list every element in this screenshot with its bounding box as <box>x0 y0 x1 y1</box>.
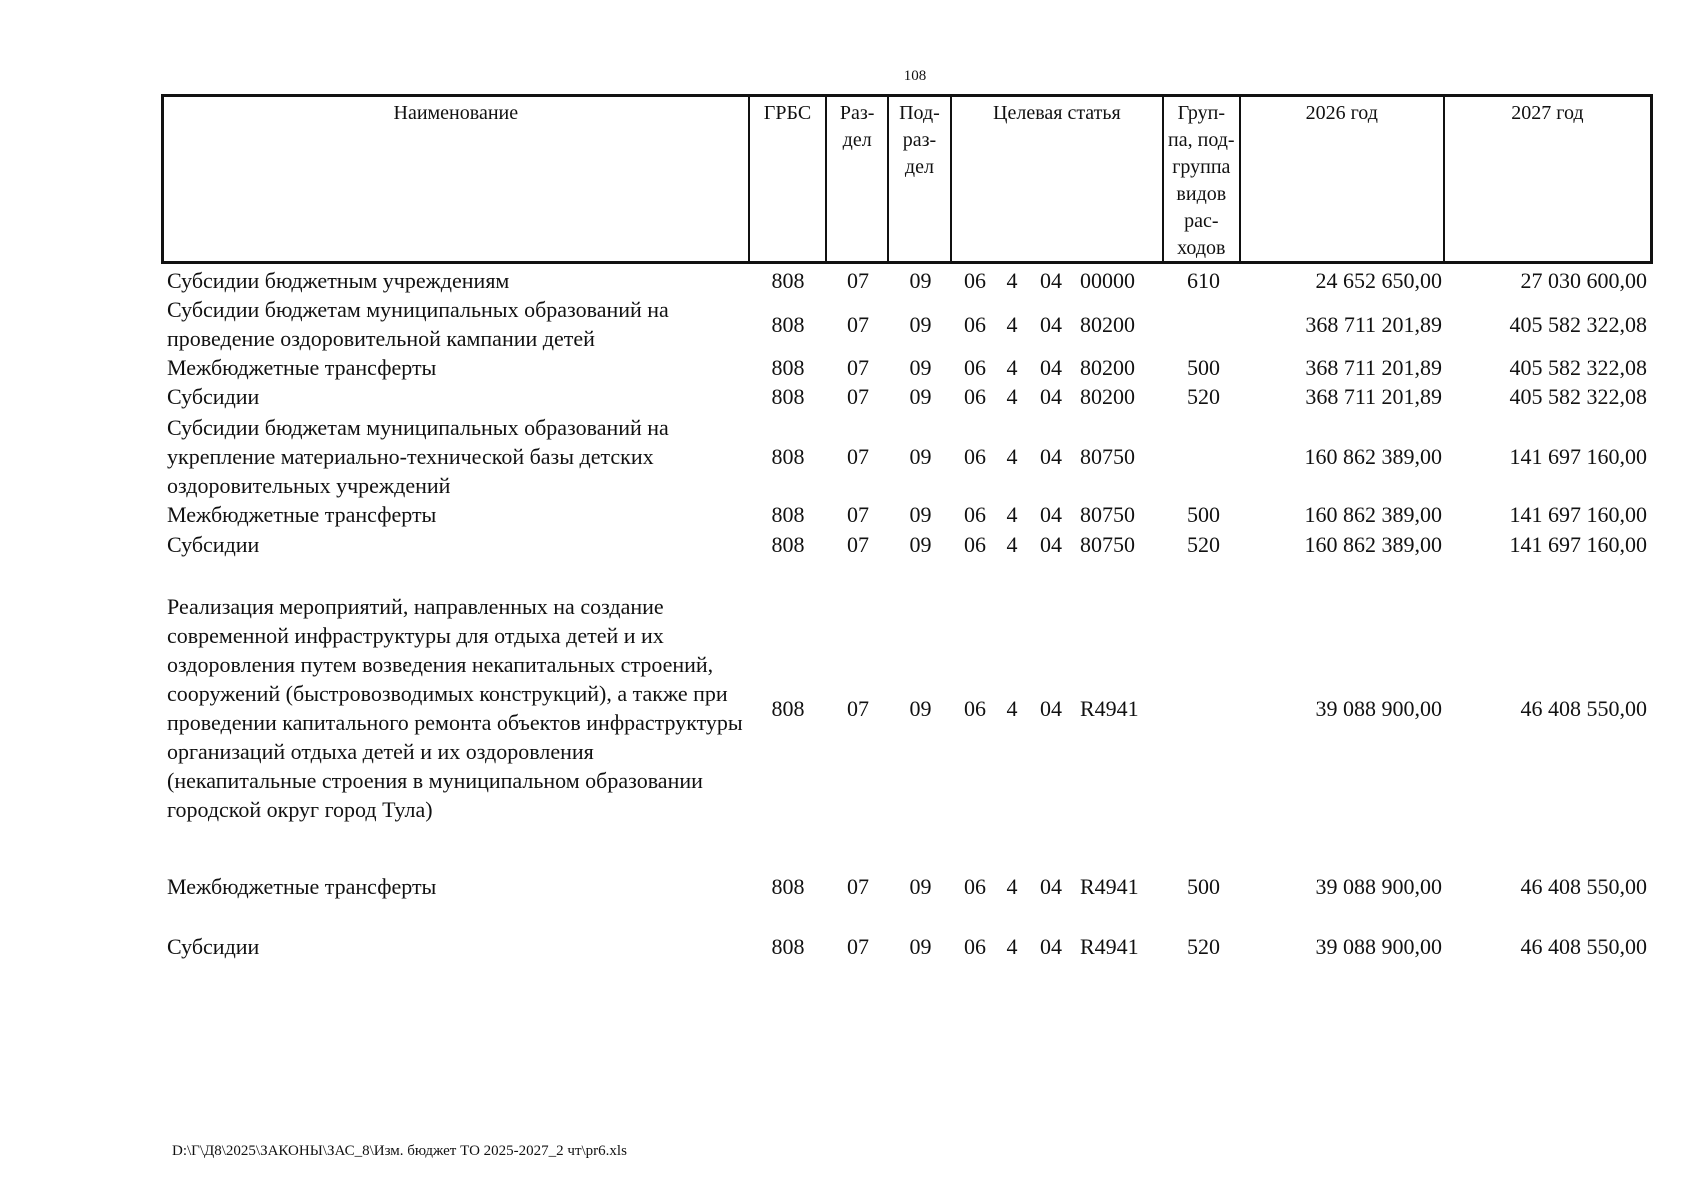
row-amount-2026: 160 862 389,00 <box>1304 443 1442 469</box>
header-gruppa <box>1164 97 1241 261</box>
row-amount-2027: 46 408 550,00 <box>1520 874 1647 899</box>
row-target-code: R4941 <box>1080 695 1139 721</box>
row-target-program: 06 <box>964 268 986 293</box>
row-podrazdel: 09 <box>909 268 932 293</box>
header-gruppa-line: па, под- <box>1168 129 1235 151</box>
row-amount-2026: 24 652 650,00 <box>1315 268 1442 293</box>
page-number: 108 <box>903 68 927 84</box>
header-gruppa-line: рас- <box>1184 210 1219 232</box>
header-gruppa-line: группа <box>1172 156 1231 178</box>
row-amount-2026: 39 088 900,00 <box>1315 874 1442 899</box>
row-amount-2027: 141 697 160,00 <box>1509 502 1647 527</box>
header-razdel <box>827 97 889 261</box>
header-celevaya <box>952 97 1164 261</box>
row-podrazdel: 09 <box>909 695 932 721</box>
row-grbs: 808 <box>771 874 805 899</box>
row-grbs: 808 <box>771 355 805 380</box>
row-target-type: 4 <box>1006 311 1018 337</box>
row-razdel: 07 <box>847 384 869 409</box>
header-podrazdel-line: дел <box>904 156 934 178</box>
row-gruppa: 610 <box>1187 268 1220 293</box>
header-year-2026 <box>1241 97 1445 261</box>
table-row <box>161 576 1653 840</box>
row-target-code: R4941 <box>1080 874 1139 899</box>
row-name: Субсидии бюджетным учреждениям <box>167 268 510 293</box>
row-target-sub: 04 <box>1040 532 1062 557</box>
row-amount-2027: 46 408 550,00 <box>1520 695 1647 721</box>
row-target-program: 06 <box>964 443 986 469</box>
row-target-program: 06 <box>964 311 986 337</box>
row-razdel: 07 <box>847 934 869 959</box>
row-grbs: 808 <box>771 695 805 721</box>
row-target-code: 80750 <box>1080 443 1135 469</box>
row-target-code: 80200 <box>1080 384 1135 409</box>
row-amount-2027: 46 408 550,00 <box>1520 934 1647 959</box>
row-name: Межбюджетные трансферты <box>167 502 437 527</box>
table-row <box>161 872 1653 901</box>
row-razdel: 07 <box>847 311 869 337</box>
header-podrazdel-line: раз- <box>902 129 937 151</box>
row-target-sub: 04 <box>1040 268 1062 293</box>
row-target-program: 06 <box>964 384 986 409</box>
row-target-program: 06 <box>964 695 986 721</box>
row-target-type: 4 <box>1006 695 1018 721</box>
row-gruppa: 520 <box>1187 532 1220 557</box>
row-razdel: 07 <box>847 874 869 899</box>
row-grbs: 808 <box>771 532 805 557</box>
row-gruppa <box>1165 576 1242 840</box>
header-podrazdel-line: Под- <box>899 102 940 124</box>
row-amount-2027: 27 030 600,00 <box>1520 268 1647 293</box>
row-name: Субсидии бюджетам муниципальных образований на проведение оздоровительной кампании детей <box>167 297 669 351</box>
row-grbs: 808 <box>771 443 805 469</box>
row-amount-2027: 405 582 322,08 <box>1509 311 1647 337</box>
row-grbs: 808 <box>771 384 805 409</box>
row-target-code: 80200 <box>1080 311 1135 337</box>
table-row <box>161 266 1653 295</box>
row-gruppa: 500 <box>1187 355 1220 380</box>
row-amount-2027: 405 582 322,08 <box>1509 355 1647 380</box>
row-target-type: 4 <box>1006 268 1018 293</box>
row-target-type: 4 <box>1006 874 1018 899</box>
row-target-code: 80750 <box>1080 532 1135 557</box>
row-amount-2027: 141 697 160,00 <box>1509 443 1647 469</box>
row-podrazdel: 09 <box>909 532 932 557</box>
table-row <box>161 382 1653 411</box>
row-razdel: 07 <box>847 502 869 527</box>
row-podrazdel: 09 <box>909 874 932 899</box>
row-razdel: 07 <box>847 355 869 380</box>
row-target-sub: 04 <box>1040 384 1062 409</box>
row-grbs: 808 <box>771 502 805 527</box>
row-amount-2026: 160 862 389,00 <box>1304 502 1442 527</box>
row-podrazdel: 09 <box>909 502 932 527</box>
row-target-type: 4 <box>1006 934 1018 959</box>
row-amount-2026: 39 088 900,00 <box>1315 695 1442 721</box>
row-target-sub: 04 <box>1040 695 1062 721</box>
row-podrazdel: 09 <box>909 311 932 337</box>
row-name: Межбюджетные трансферты <box>167 874 437 899</box>
row-gruppa <box>1165 412 1242 500</box>
row-amount-2026: 160 862 389,00 <box>1304 532 1442 557</box>
row-target-sub: 04 <box>1040 934 1062 959</box>
header-podrazdel <box>889 97 952 261</box>
row-grbs: 808 <box>771 268 805 293</box>
row-name: Субсидии <box>167 384 260 409</box>
row-target-program: 06 <box>964 532 986 557</box>
row-razdel: 07 <box>847 443 869 469</box>
row-amount-2026: 39 088 900,00 <box>1315 934 1442 959</box>
header-gruppa-line: ходов <box>1177 237 1226 259</box>
table-row <box>161 530 1653 559</box>
row-amount-2027: 141 697 160,00 <box>1509 532 1647 557</box>
row-amount-2026: 368 711 201,89 <box>1305 384 1442 409</box>
row-target-sub: 04 <box>1040 355 1062 380</box>
header-razdel-line: дел <box>842 129 872 151</box>
row-gruppa: 500 <box>1187 502 1220 527</box>
table-row <box>161 932 1653 961</box>
row-amount-2027: 405 582 322,08 <box>1509 384 1647 409</box>
row-podrazdel: 09 <box>909 934 932 959</box>
row-target-sub: 04 <box>1040 874 1062 899</box>
header-grbs-label: ГРБС <box>763 102 812 124</box>
table-header <box>161 94 1653 264</box>
header-name <box>164 97 750 261</box>
table-row <box>161 353 1653 382</box>
header-grbs <box>750 97 828 261</box>
header-year-2027 <box>1445 97 1650 261</box>
row-razdel: 07 <box>847 532 869 557</box>
header-year-2026-label: 2026 год <box>1305 102 1378 124</box>
row-name: Субсидии бюджетам муниципальных образований на укрепление материально-технической базы детских оздоровительных учреждений <box>167 414 669 498</box>
header-gruppa-line: Груп- <box>1177 102 1225 124</box>
table-row <box>161 500 1653 529</box>
row-name: Межбюджетные трансферты <box>167 355 437 380</box>
row-target-sub: 04 <box>1040 443 1062 469</box>
row-target-program: 06 <box>964 874 986 899</box>
row-target-code: R4941 <box>1080 934 1139 959</box>
row-target-type: 4 <box>1006 443 1018 469</box>
row-target-code: 80750 <box>1080 502 1135 527</box>
row-target-type: 4 <box>1006 384 1018 409</box>
row-target-program: 06 <box>964 355 986 380</box>
row-podrazdel: 09 <box>909 443 932 469</box>
row-gruppa: 520 <box>1187 384 1220 409</box>
row-gruppa: 500 <box>1187 874 1220 899</box>
row-name: Реализация мероприятий, направленных на создание современной инфраструктуры для отдыха детей и их оздоровления путем возведения некапитальных строений, сооружений (быстровозводимых конструкций), а также при проведении капитального ремонта объектов инфраструктуры организаций отдыха детей и их оздоровления (некапитальные строения в муниципальном образовании городской округ город Тула) <box>167 594 743 822</box>
row-amount-2026: 368 711 201,89 <box>1305 355 1442 380</box>
row-grbs: 808 <box>771 934 805 959</box>
row-target-sub: 04 <box>1040 311 1062 337</box>
row-target-program: 06 <box>964 934 986 959</box>
row-amount-2026: 368 711 201,89 <box>1305 311 1442 337</box>
row-name: Субсидии <box>167 934 260 959</box>
file-path-footer: D:\Г\Д8\2025\ЗАКОНЫ\ЗАС_8\Изм. бюджет ТО 2025-2027_2 чт\pr6.xls <box>172 1143 627 1159</box>
row-podrazdel: 09 <box>909 384 932 409</box>
row-razdel: 07 <box>847 695 869 721</box>
row-name: Субсидии <box>167 532 260 557</box>
row-razdel: 07 <box>847 268 869 293</box>
table-row <box>161 295 1653 353</box>
header-year-2027-label: 2027 год <box>1511 102 1584 124</box>
row-target-type: 4 <box>1006 502 1018 527</box>
header-name-label: Наименование <box>393 102 519 124</box>
header-gruppa-line: видов <box>1176 183 1227 205</box>
table-row <box>161 412 1653 500</box>
row-target-type: 4 <box>1006 532 1018 557</box>
row-gruppa: 520 <box>1187 934 1220 959</box>
row-podrazdel: 09 <box>909 355 932 380</box>
row-gruppa <box>1165 295 1242 353</box>
row-target-code: 00000 <box>1080 268 1135 293</box>
row-target-sub: 04 <box>1040 502 1062 527</box>
row-target-type: 4 <box>1006 355 1018 380</box>
header-celevaya-label: Целевая статья <box>993 102 1121 124</box>
row-grbs: 808 <box>771 311 805 337</box>
header-razdel-line: Раз- <box>839 102 875 124</box>
row-target-code: 80200 <box>1080 355 1135 380</box>
row-target-program: 06 <box>964 502 986 527</box>
